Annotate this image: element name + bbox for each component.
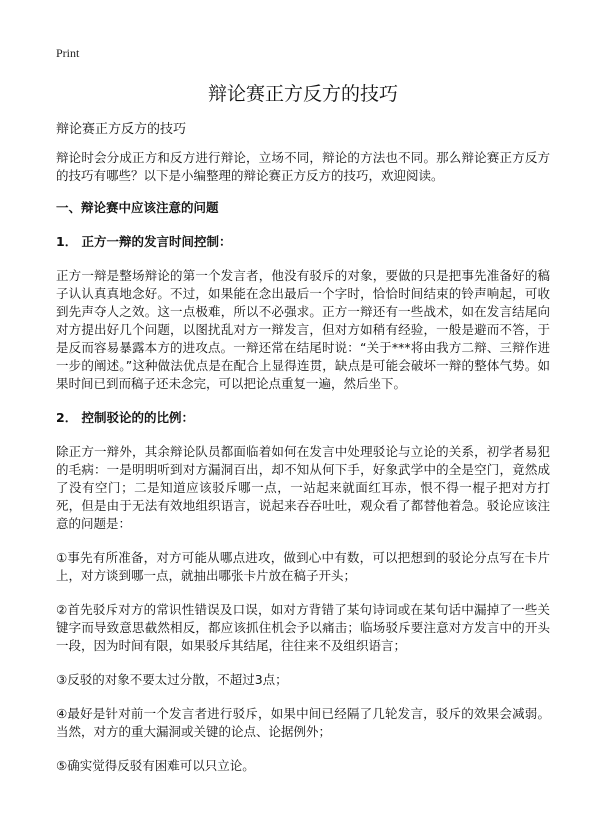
list-item: ⑤确实觉得反驳有困难可以只立论。	[56, 758, 255, 773]
subsection-body-1-2: 除正方一辩外，其余辩论队员都面临着如何在发言中处理驳论与立论的关系，初学者易犯的毛病：一是明明听到对方漏洞百出，却不知从何下手，好象武学中的全是空门，竟然成了没有空门；二是知道应该驳斥哪一点，一站起来就面红耳赤，恨不得一棍子把对方打死，但是由于无法有效地组织语言，说起来吞吞吐吐，观众看了都替他着急。驳论应该注意的问题是：	[56, 444, 550, 531]
article-body	[56, 149, 550, 775]
list-item: ④最好是针对前一个发言者进行驳斥，如果中间已经隔了几轮发言，驳斥的效果会减弱。当然，对方的重大漏洞或关键的论点、论据例外；	[56, 706, 550, 739]
document-subtitle: 辩论赛正方反方的技巧	[56, 122, 187, 137]
subsection-heading-1-1: 1． 正方一辩的发言时间控制：	[56, 234, 232, 249]
document-page	[56, 0, 550, 828]
intro-paragraph: 辩论时会分成正方和反方进行辩论，立场不同，辩论的方法也不同。那么辩论赛正方反方的技巧有哪些？以下是小编整理的辩论赛正方反方的技巧，欢迎阅读。	[56, 150, 550, 183]
list-item: ①事先有所准备，对方可能从哪点进攻，做到心中有数，可以把想到的驳论分点写在卡片上，对方谈到哪一点，就抽出哪张卡片放在稿子开头；	[56, 550, 550, 583]
subsection-body-1-1: 正方一辩是整场辩论的第一个发言者，他没有驳斥的对象，要做的只是把事先准备好的稿子认认真真地念好。不过，如果能在念出最后一个字时，恰恰时间结束的铃声响起，可收到先声夺人之效。这一点极难，所以不必强求。正方一辩还有一些战术，如在发言结尾向对方提出好几个问题，以图扰乱对方一辩发言，但对方如稍有经验，一般是避而不答，于是反而容易暴露本方的进攻点。一辩还常在结尾时说：“关于***将由我方二辩、三辩作进一步的阐述。”这种做法优点是在配合上显得连贯，缺点是可能会破坏一辩的整体气势。如果时间已到而稿子还未念完，可以把论点重复一遍，然后坐下。	[56, 268, 550, 391]
document-title: 辩论赛正方反方的技巧	[207, 83, 398, 105]
list-item: ②首先驳斥对方的常识性错误及口误，如对方背错了某句诗词或在某句话中漏掉了一些关键字而导致意思截然相反，都应该抓住机会予以痛击；临场驳斥要注意对方发言中的开头一段，因为时间有限，如果驳斥其结尾，往往来不及组织语言；	[56, 602, 550, 653]
list-item: ③反驳的对象不要太过分散，不超过3点；	[56, 672, 288, 687]
print-link[interactable]: Print	[56, 46, 80, 60]
section-heading-1: 一、辩论赛中应该注意的问题	[56, 200, 219, 215]
subsection-heading-1-2: 2． 控制驳论的的比例：	[56, 410, 195, 425]
